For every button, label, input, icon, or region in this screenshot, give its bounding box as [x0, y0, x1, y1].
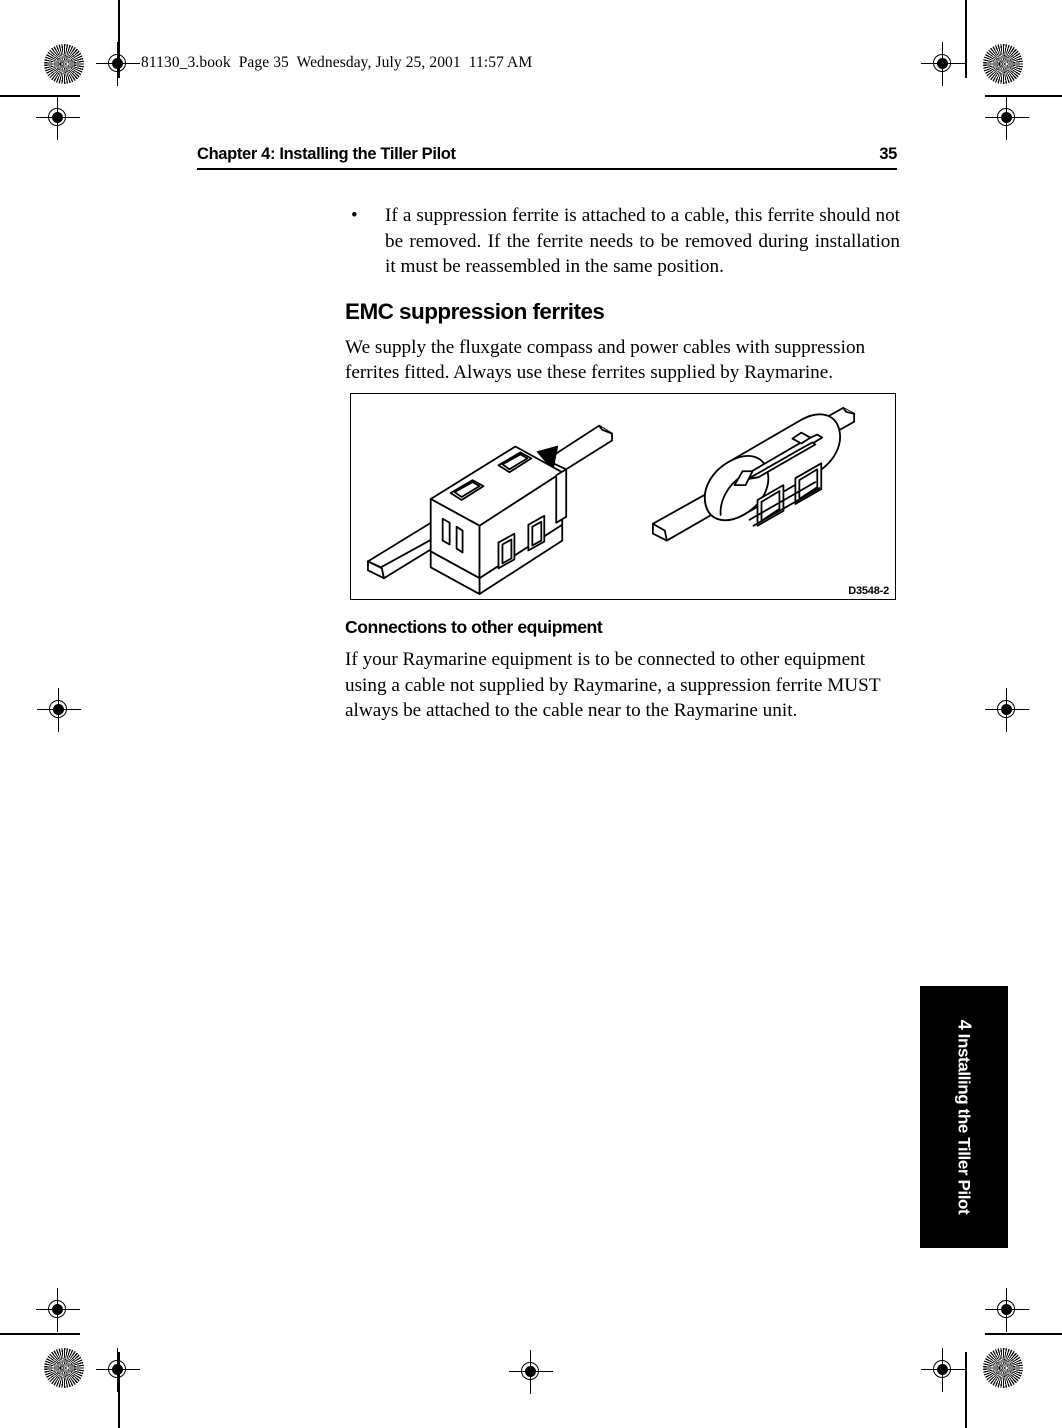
registration-mark-bottom-right-inner [921, 1348, 965, 1392]
bullet-text: If a suppression ferrite is attached to a cable, this ferrite should not be removed. If the ferrite needs to be removed during installation it must be reassembled in the same position. [385, 205, 900, 277]
crosshair-dot [1001, 1304, 1012, 1315]
crosshair-dot [112, 1364, 123, 1375]
chapter-title: Chapter 4: Installing the Tiller Pilot [197, 145, 456, 163]
section-heading: EMC suppression ferrites [345, 298, 605, 324]
star-target-top-left [44, 44, 84, 84]
running-header [197, 145, 897, 170]
registration-mark-bottom-right-corner [985, 1288, 1029, 1332]
page-number: 35 [879, 145, 897, 163]
registration-mark-top-right-corner [985, 96, 1029, 140]
crosshair-dot [937, 1364, 948, 1375]
crosshair-dot [52, 112, 63, 123]
subsection-heading: Connections to other equipment [345, 617, 603, 637]
section-body-paragraph: We supply the fluxgate compass and power cables with suppression ferrites fitted. Always use these ferrites supplied by Raymarine. [345, 336, 866, 383]
crosshair-dot [937, 58, 948, 69]
star-target-bottom-left [44, 1348, 84, 1388]
registration-mark-top-right-inner [921, 42, 965, 86]
list-item [345, 203, 900, 280]
file-slug-line: 81130_3.book Page 35 Wednesday, July 25, 2001 11:57 AM [141, 54, 533, 71]
registration-mark-top-left-inner [96, 42, 140, 86]
bullet-marker: • [351, 205, 358, 226]
crosshair-dot [52, 1304, 63, 1315]
crosshair-dot [112, 58, 123, 69]
crosshair-dot [1001, 112, 1012, 123]
subsection-body-paragraph: If your Raymarine equipment is to be connected to other equipment using a cable not supplied by Raymarine, a suppression ferrite MUST always be attached to the cable near to the Raymarine unit. [345, 649, 881, 721]
trim-line-bottom-right-horizontal [985, 1333, 1062, 1335]
registration-mark-middle-left [37, 688, 81, 732]
ferrite-illustration [351, 394, 895, 599]
registration-mark-middle-right [985, 688, 1029, 732]
bullet-list [345, 203, 900, 280]
registration-mark-bottom-center [509, 1350, 553, 1394]
registration-mark-top-left-corner [36, 96, 80, 140]
header-rule [197, 168, 897, 170]
figure-ferrites [350, 393, 896, 600]
crosshair-dot [53, 704, 64, 715]
trim-line-bottom-right-vertical [965, 1352, 967, 1428]
thumb-tab-text [954, 1020, 975, 1215]
trim-line-top-right-vertical [965, 0, 967, 78]
thumb-tab-chapter-number: 4 [954, 1019, 975, 1030]
thumb-tab-label: Installing the Tiller Pilot [954, 1033, 974, 1215]
registration-mark-bottom-left-inner [96, 1348, 140, 1392]
star-target-top-right [983, 44, 1023, 84]
chapter-thumb-tab [920, 986, 1008, 1248]
subsection-connections [345, 617, 905, 724]
crosshair-dot [1001, 704, 1012, 715]
registration-mark-bottom-left-corner [36, 1288, 80, 1332]
crosshair-dot [525, 1366, 536, 1377]
figure-code: D3548-2 [848, 585, 889, 597]
star-target-bottom-right [983, 1348, 1023, 1388]
main-content [345, 203, 900, 386]
trim-line-bottom-left-horizontal [0, 1333, 80, 1335]
